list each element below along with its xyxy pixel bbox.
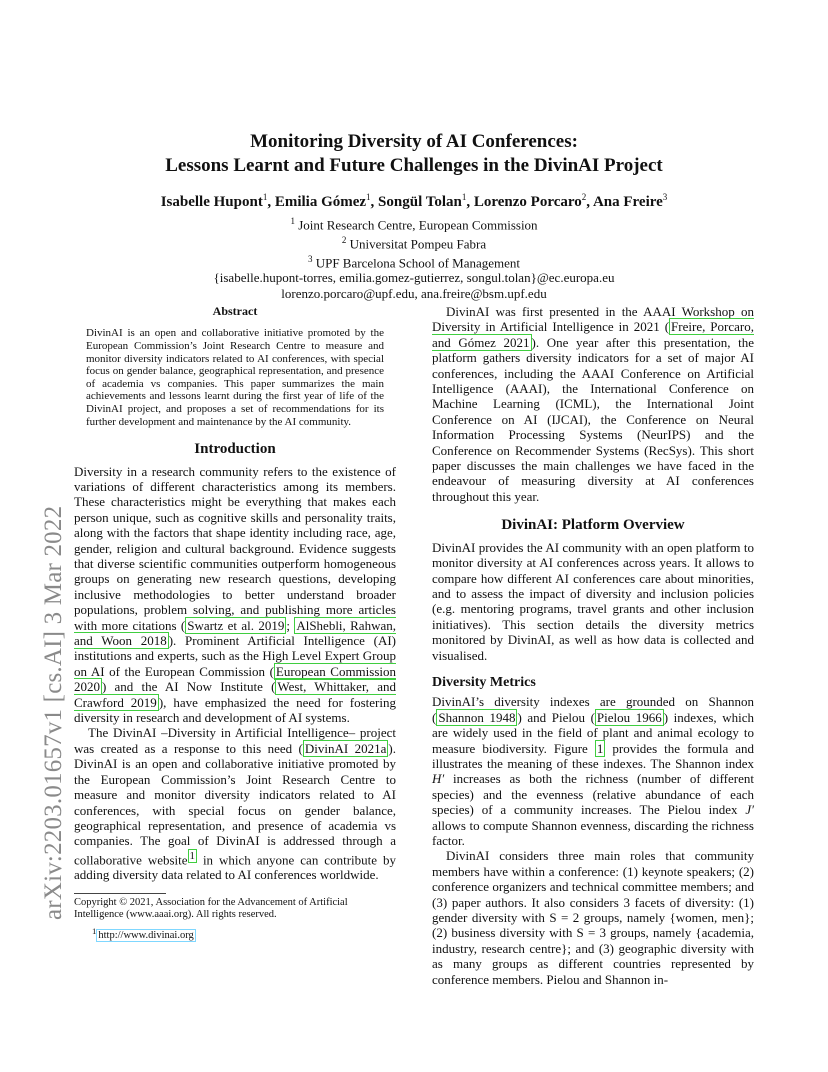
affiliations: [0, 214, 828, 301]
text-run: ;: [286, 617, 295, 633]
affil-number: 1: [290, 216, 295, 226]
paper-header: [0, 130, 828, 301]
intro-paragraph-2: [74, 725, 396, 882]
abstract-title: Abstract: [212, 304, 258, 318]
footnote-link[interactable]: 1: [189, 849, 195, 862]
author-affil-mark: 2: [581, 192, 587, 202]
text-run: Diversity in a research community refers to the existence of variations of different characteristics among its members. These characteristics might be everything that makes each person unique, such as cognitive skills and personality traits, along with the factors that shape identity including race, age, gender, religion and cultural background. Evidence suggests that diverse scientific communities outperform homogeneous groups on generating new research questions, developing inclusive methodologies to better understand broader populations, problem solving, and publishing more articles with more citations (: [74, 463, 396, 633]
text-run: ). Prominent Artificial Intelligence (AI) institutions and experts, such as the High Level Expert Group on AI of the European Commission (: [74, 633, 397, 679]
text-run: The DivinAI –Diversity in Artificial Intelligence– project was created as a response to this need (: [74, 725, 396, 756]
affil-text: Joint Research Centre, European Commission: [298, 217, 538, 233]
intro-paragraph-1: [74, 464, 396, 726]
author-affil-mark: 3: [662, 192, 668, 202]
title-line-2: Lessons Learnt and Future Challenges in the DivinAI Project: [165, 155, 663, 176]
text-run: ), have emphasized the need for fostering diversity in research and development of AI systems.: [74, 694, 396, 726]
author-affil-mark: 1: [366, 192, 371, 202]
text-run: ) indexes, which are widely used in the field of plant and animal ecology to measure biodiversity. Figure: [432, 709, 755, 756]
author-list: Isabelle Hupont$^1$, Emilia Gómez$^1$, Songül Tolan$^1$, Lorenzo Porcaro$^2$, Ana Freire$^3$: [160, 192, 668, 210]
figure-link[interactable]: 1: [596, 740, 604, 756]
text-run: ) and the AI Now Institute (: [102, 679, 276, 695]
citation-link[interactable]: DivinAI 2021a: [304, 740, 387, 756]
author-affil-mark: 1: [262, 192, 268, 202]
author-name: Ana Freire: [592, 194, 663, 210]
footnote-1: [92, 925, 396, 943]
footnote-url-link[interactable]: http://www.divinai.org: [98, 930, 194, 942]
left-column: [74, 304, 396, 943]
text-run: ) and Pielou (: [517, 709, 595, 725]
text-run: DivinAI’s diversity indexes are grounded on Shannon (: [432, 694, 754, 725]
affiliation-line: [0, 252, 828, 271]
citation-link[interactable]: AlShebli, Rahwan, and Woon 2018: [74, 617, 396, 649]
affil-number: 2: [341, 234, 347, 245]
citation-link[interactable]: West, Whittaker, and Crawford 2019: [74, 679, 396, 710]
abstract-text: DivinAI is an open and collaborative initiative promoted by the European Commission’s Joint Research Centre to measure and monitor diversity indicators related to AI conferences, with special focus on gender balance, geographical representation, and presence of academia vs companies. This paper summarizes the main achievements and lessons learnt during the first year of life of the DivinAI project, and proposes a set of recommendations for its further development and maintenance by the AI community.: [86, 327, 384, 428]
affil-text: Universitat Pompeu Fabra: [349, 236, 487, 252]
platform-paragraph: DivinAI provides the AI community with an open platform to monitor diversity at AI conferences across years. It allows to compare how different AI conferences care about minorities, and to assess the impact of diversity and inclusion policies (e.g. mentoring programs, travel grants and other inclusion initiatives). This section details the diversity metrics monitored by DivinAI, as well as how data is collected and visualised.: [432, 539, 754, 663]
text-run: ). One year after this presentation, the platform gathers diversity indicators for a set of major AI conferences, including the AAAI Conference on Artificial Intelligence (AAAI), the International Conference on Machine Learning (ICML), the International Joint Conference on AI (IJCAI), the Conference on Neural Information Processing Systems (NeurIPS) and the Conference on Recommender Systems (RecSys). This short paper discusses the main challenges we have faced in the endeavour of measuring diversity at AI conferences throughout this year.: [432, 334, 754, 504]
author-name: Songül Tolan: [378, 194, 462, 210]
citation-link[interactable]: European Commission 2020: [74, 663, 397, 695]
section-title-introduction: Introduction: [194, 441, 276, 458]
affiliation-line: [0, 233, 828, 252]
text-run: allows to compute Shannon evenness, discarding the richness factor.: [432, 817, 754, 848]
paper-title: [0, 130, 828, 178]
citation-link[interactable]: Shannon 1948: [438, 709, 516, 725]
citation-link[interactable]: Freire, Porcaro, and Gómez 2021: [432, 319, 754, 350]
affil-text: UPF Barcelona School of Management: [315, 254, 521, 270]
math-variable: H′: [432, 771, 445, 787]
title-line-1: Monitoring Diversity of AI Conferences:: [250, 131, 578, 152]
affiliation-line: [0, 214, 828, 233]
author-name: Isabelle Hupont: [160, 194, 263, 210]
emails-line-1: {isabelle.hupont-torres, emilia.gomez-gutierrez, songul.tolan}@ec.europa.eu: [213, 270, 615, 286]
math-variable: J′: [745, 802, 754, 818]
copyright-notice: Copyright © 2021, Association for the Advancement of Artificial Intelligence (www.aaai.org). All rights reserved.: [74, 896, 348, 921]
right-column: [432, 304, 754, 987]
overview-intro-paragraph: [432, 304, 754, 504]
author-name: Emilia Gómez: [274, 194, 367, 210]
text-run: DivinAI was first presented in the AAAI Workshop on Diversity in Artificial Intelligence in 2021 (: [432, 304, 754, 335]
text-run: ). DivinAI is an open and collaborative initiative promoted by the European Commission’s Joint Research Centre to measure and monitor diversity indicators related to AI conferences, with special focus on gender balance, geographical representation, and presence of academia vs companies. The goal of DivinAI is addressed through a collaborative website: [74, 740, 396, 868]
metrics-paragraph-2: DivinAI considers three main roles that community members have within a conference: (1) keynote speakers; (2) conference organizers and technical committee members; and (3) paper authors. It also considers 3 facets of diversity: (1) gender diversity with S = 2 groups, namely {women, men}; (2) business diversity with S = 3 groups, namely {academia, industry, research centre}; and (3) geographic diversity with as many groups as different countries represented by conference members. Pielou and Shannon in-: [432, 848, 754, 987]
author-affil-mark: 1: [461, 192, 467, 202]
text-run: provides the formula and illustrates the meaning of these indexes. The Shannon index: [432, 740, 755, 771]
metrics-paragraph-1: [432, 694, 754, 848]
section-title-platform-overview: DivinAI: Platform Overview: [501, 517, 685, 534]
text-run: increases as both the richness (number of different species) and the evenness (relative abundance of each species) of a community increases. The Pielou index: [432, 771, 754, 818]
emails-line-2: lorenzo.porcaro@upf.edu, ana.freire@bsm.upf.edu: [281, 285, 547, 301]
author-name: Lorenzo Porcaro: [473, 194, 582, 210]
subsection-title-diversity-metrics: Diversity Metrics: [432, 674, 536, 690]
citation-link[interactable]: Pielou 1966: [596, 709, 662, 725]
footnote-divider: [74, 893, 166, 894]
citation-link[interactable]: Swartz et al. 2019: [187, 617, 285, 633]
text-run: in which anyone can contribute by adding diversity data related to AI conferences worldwide.: [74, 852, 396, 883]
footnote-number: 1: [92, 925, 97, 936]
affil-number: 3: [307, 253, 313, 264]
arxiv-identifier: arXiv:2203.01657v1 [cs.AI] 3 Mar 2022: [40, 505, 67, 920]
